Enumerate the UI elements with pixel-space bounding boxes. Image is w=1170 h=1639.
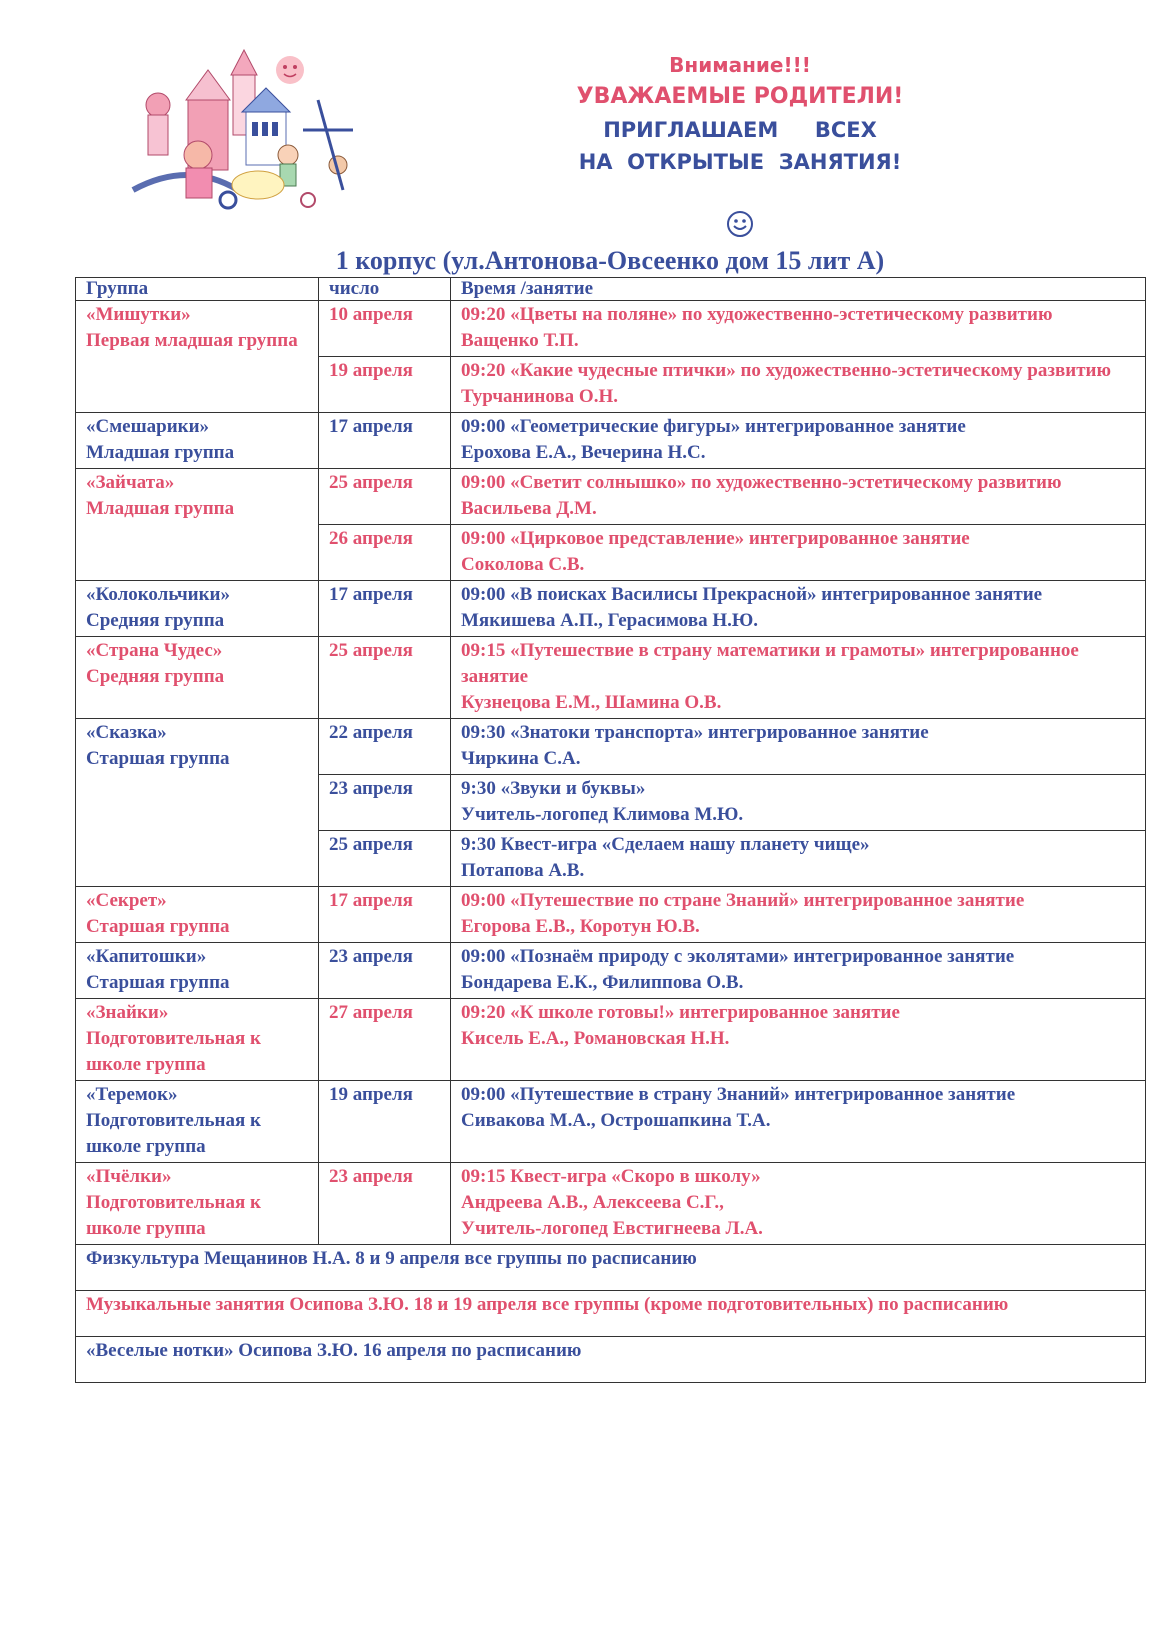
group-type: Подготовительная к школе группа — [86, 1192, 261, 1239]
group-name: «Мишутки» — [86, 304, 191, 325]
group-cell — [76, 887, 319, 943]
session-date: 17 апреля — [319, 581, 451, 637]
session-teacher: Мякишева А.П., Герасимова Н.Ю. — [461, 610, 759, 631]
session-cell — [451, 301, 1146, 357]
table-row — [76, 413, 1146, 469]
footer-row — [76, 1337, 1146, 1383]
group-name: «Колокольчики» — [86, 584, 231, 605]
session-title: 09:00 «Путешествие в страну Знаний» интегрированное занятие — [461, 1084, 1016, 1105]
session-cell — [451, 943, 1146, 999]
table-row — [76, 943, 1146, 999]
session-date: 25 апреля — [319, 831, 451, 887]
session-teacher: Потапова А.В. — [461, 860, 585, 881]
session-date: 26 апреля — [319, 525, 451, 581]
session-cell — [451, 525, 1146, 581]
session-title: 9:30 «Звуки и буквы» — [461, 778, 646, 799]
group-type: Средняя группа — [86, 610, 225, 631]
session-date: 22 апреля — [319, 719, 451, 775]
group-name: «Теремок» — [86, 1084, 178, 1105]
table-header-row — [76, 278, 1146, 301]
group-type: Подготовительная к школе группа — [86, 1110, 261, 1157]
session-title: 9:30 Квест-игра «Сделаем нашу планету чище» — [461, 834, 870, 855]
session-date: 23 апреля — [319, 1163, 451, 1245]
session-title: 09:30 «Знатоки транспорта» интегрированное занятие — [461, 722, 929, 743]
group-cell — [76, 301, 319, 413]
session-cell — [451, 887, 1146, 943]
group-cell — [76, 581, 319, 637]
group-type: Подготовительная к школе группа — [86, 1028, 261, 1075]
header-group: Группа — [76, 278, 319, 301]
group-type: Младшая группа — [86, 498, 235, 519]
session-teacher: Ващенко Т.П. — [461, 330, 579, 351]
group-name: «Сказка» — [86, 722, 167, 743]
session-teacher: Турчанинова О.Н. — [461, 386, 618, 407]
session-teacher: Кузнецова Е.М., Шамина О.В. — [461, 692, 722, 713]
session-date: 25 апреля — [319, 469, 451, 525]
group-cell — [76, 637, 319, 719]
group-type: Старшая группа — [86, 916, 230, 937]
session-title: 09:15 Квест-игра «Скоро в школу» — [461, 1166, 761, 1187]
table-row — [76, 469, 1146, 525]
session-teacher: Соколова С.В. — [461, 554, 585, 575]
session-teacher: Андреева А.В., Алексеева С.Г., — [461, 1192, 724, 1213]
group-type: Первая младшая группа — [86, 330, 298, 351]
session-cell — [451, 357, 1146, 413]
footer-note: «Веселые нотки» Осипова З.Ю. 16 апреля по расписанию — [76, 1337, 1146, 1383]
parents-greeting: УВАЖАЕМЫЕ РОДИТЕЛИ! — [576, 84, 904, 109]
session-title: 09:00 «Цирковое представление» интегрированное занятие — [461, 528, 970, 549]
session-cell — [451, 413, 1146, 469]
session-cell — [451, 719, 1146, 775]
table-row — [76, 1163, 1146, 1245]
group-cell — [76, 1163, 319, 1245]
table-row — [76, 1081, 1146, 1163]
session-cell — [451, 1081, 1146, 1163]
schedule-table — [75, 277, 1146, 1383]
session-cell — [451, 637, 1146, 719]
group-cell — [76, 999, 319, 1081]
group-cell — [76, 413, 319, 469]
group-cell — [76, 719, 319, 887]
invite-line-1: ПРИГЛАШАЕМ ВСЕХ — [603, 118, 877, 142]
session-teacher: Кисель Е.А., Романовская Н.Н. — [461, 1028, 730, 1049]
table-row — [76, 581, 1146, 637]
session-date: 23 апреля — [319, 943, 451, 999]
session-teacher: Учитель-логопед Климова М.Ю. — [461, 804, 744, 825]
table-row — [76, 719, 1146, 775]
group-name: «Смешарики» — [86, 416, 210, 437]
table-row — [76, 999, 1146, 1081]
session-title: 09:15 «Путешествие в страну математики и грамоты» интегрированное занятие — [461, 640, 1079, 687]
session-title: 09:20 «Какие чудесные птички» по художественно-эстетическому развитию — [461, 360, 1111, 381]
group-type: Старшая группа — [86, 748, 230, 769]
session-cell — [451, 469, 1146, 525]
group-name: «Страна Чудес» — [86, 640, 223, 661]
session-title: 09:00 «Геометрические фигуры» интегрированное занятие — [461, 416, 966, 437]
building-address-title: 1 корпус (ул.Антонова-Овсеенко дом 15 лит А) — [335, 246, 885, 275]
group-type: Младшая группа — [86, 442, 235, 463]
session-date: 27 апреля — [319, 999, 451, 1081]
session-date: 25 апреля — [319, 637, 451, 719]
session-teacher: Васильева Д.М. — [461, 498, 597, 519]
session-title: 09:20 «Цветы на поляне» по художественно-эстетическому развитию — [461, 304, 1053, 325]
session-teacher: Бондарева Е.К., Филиппова О.В. — [461, 972, 744, 993]
session-cell — [451, 999, 1146, 1081]
group-name: «Зайчата» — [86, 472, 175, 493]
session-title: 09:20 «К школе готовы!» интегрированное занятие — [461, 1002, 900, 1023]
footer-row — [76, 1245, 1146, 1291]
session-date: 17 апреля — [319, 887, 451, 943]
group-type: Старшая группа — [86, 972, 230, 993]
session-cell — [451, 831, 1146, 887]
header-session: Время /занятие — [451, 278, 1146, 301]
group-cell — [76, 943, 319, 999]
session-teacher-2: Учитель-логопед Евстигнеева Л.А. — [461, 1218, 763, 1239]
group-name: «Секрет» — [86, 890, 167, 911]
group-name: «Пчёлки» — [86, 1166, 172, 1187]
group-name: «Знайки» — [86, 1002, 169, 1023]
session-teacher: Чиркина С.А. — [461, 748, 581, 769]
footer-row — [76, 1291, 1146, 1337]
session-teacher: Егорова Е.В., Коротун Ю.В. — [461, 916, 700, 937]
session-cell — [451, 775, 1146, 831]
session-date: 19 апреля — [319, 1081, 451, 1163]
group-type: Средняя группа — [86, 666, 225, 687]
session-cell — [451, 581, 1146, 637]
invite-line-2: НА ОТКРЫТЫЕ ЗАНЯТИЯ! — [578, 150, 902, 174]
group-name: «Капитошки» — [86, 946, 207, 967]
group-cell — [76, 1081, 319, 1163]
session-teacher: Ерохова Е.А., Вечерина Н.С. — [461, 442, 706, 463]
smiley-icon — [726, 210, 754, 238]
session-date: 10 апреля — [319, 301, 451, 357]
session-date: 17 апреля — [319, 413, 451, 469]
table-row — [76, 637, 1146, 719]
attention-text: Внимание!!! — [669, 53, 811, 77]
header-date: число — [319, 278, 451, 301]
footer-note: Физкультура Мещанинов Н.А. 8 и 9 апреля все группы по расписанию — [76, 1245, 1146, 1291]
session-title: 09:00 «Путешествие по стране Знаний» интегрированное занятие — [461, 890, 1025, 911]
session-title: 09:00 «В поисках Василисы Прекрасной» интегрированное занятие — [461, 584, 1043, 605]
footer-note: Музыкальные занятия Осипова З.Ю. 18 и 19 апреля все группы (кроме подготовительных) по расписанию — [76, 1291, 1146, 1337]
group-cell — [76, 469, 319, 581]
table-row — [76, 887, 1146, 943]
session-title: 09:00 «Светит солнышко» по художественно-эстетическому развитию — [461, 472, 1062, 493]
playground-illustration — [128, 40, 358, 220]
table-row — [76, 301, 1146, 357]
session-title: 09:00 «Познаём природу с эколятами» интегрированное занятие — [461, 946, 1015, 967]
session-cell — [451, 1163, 1146, 1245]
announcement-header — [540, 50, 940, 178]
session-date: 19 апреля — [319, 357, 451, 413]
session-date: 23 апреля — [319, 775, 451, 831]
session-teacher: Сивакова М.А., Острошапкина Т.А. — [461, 1110, 771, 1131]
